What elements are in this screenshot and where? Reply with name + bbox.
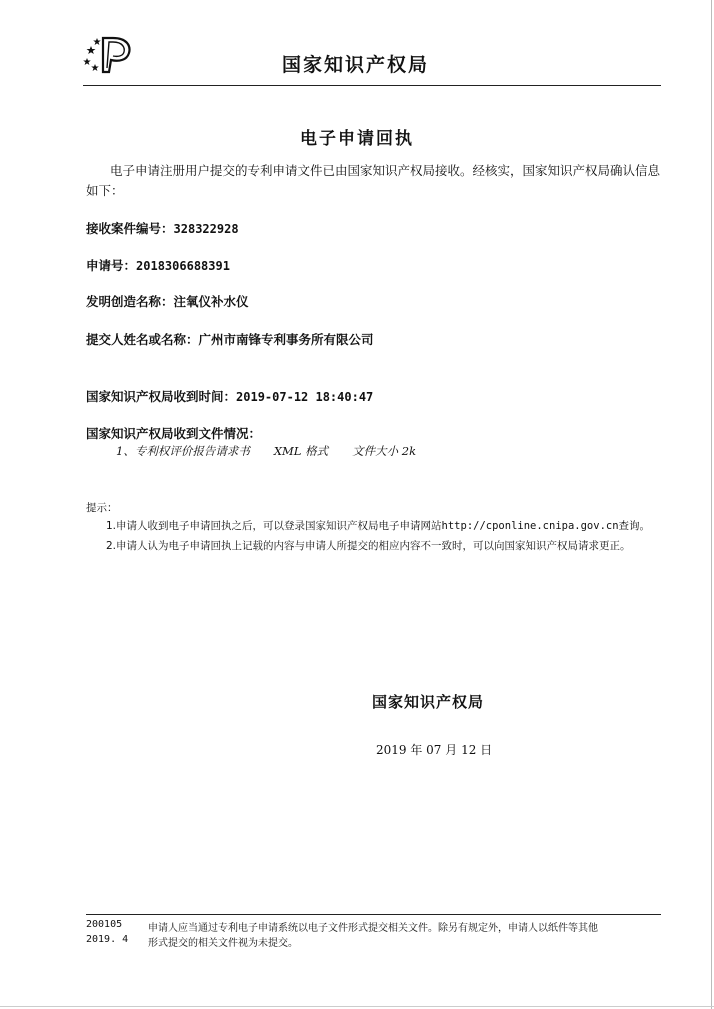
receipt-number-field (86, 219, 239, 237)
form-code: 200105 (86, 919, 123, 930)
received-files-heading: 国家知识产权局收到文件情况： (86, 426, 262, 441)
file-size: 文件大小 2k (352, 444, 417, 458)
received-time-value: 2019-07-12 18:40:47 (236, 390, 374, 404)
application-number-value: 2018306688391 (136, 259, 230, 273)
receipt-number-label: 接收案件编号： (86, 221, 174, 236)
tip-item (106, 538, 631, 553)
submitter-field (86, 330, 374, 348)
page-edge-right (711, 0, 712, 1009)
header-divider (83, 85, 661, 86)
form-version: 2019. 4 (86, 934, 129, 945)
file-name: 1、专利权评价报告请求书 (116, 444, 250, 458)
signature-date: 2019 年 07 月 12 日 (376, 743, 493, 757)
tips-label: 提示： (86, 502, 118, 514)
file-format: XML 格式 (273, 444, 329, 458)
tip-text-end: 查询。 (618, 520, 651, 532)
submitter-label: 提交人姓名或名称： (86, 332, 199, 347)
page-edge-bottom (0, 1006, 714, 1007)
footer-note-line2: 形式提交的相关文件视为未提交。 (148, 938, 298, 949)
tip-text: 1.申请人收到电子申请回执之后，可以登录国家知识产权局电子申请网站 (106, 520, 442, 532)
tip-item (106, 518, 650, 533)
received-time-field (86, 387, 373, 405)
cnipa-logo-icon (83, 34, 137, 74)
application-number-label: 申请号： (86, 258, 137, 273)
agency-name: 国家知识产权局 (282, 54, 430, 76)
tip-text: 2.申请人认为电子申请回执上记载的内容与申请人所提交的相应内容不一致时，可以向国家知识产权局请求更正。 (106, 540, 631, 552)
invention-name-label: 发明创造名称： (86, 294, 174, 309)
receipt-number-value: 328322928 (173, 222, 239, 236)
file-list-item (116, 443, 440, 459)
tip-link[interactable]: http://cponline.cnipa.gov.cn (441, 520, 619, 532)
signature-org: 国家知识产权局 (372, 693, 485, 711)
invention-name-field (86, 292, 249, 310)
page-title: 电子申请回执 (300, 129, 414, 149)
submitter-value: 广州市南锋专利事务所有限公司 (198, 332, 374, 347)
received-time-label: 国家知识产权局收到时间： (86, 389, 237, 404)
application-number-field (86, 256, 230, 274)
footer-divider (86, 914, 661, 915)
intro-paragraph: 电子申请注册用户提交的专利申请文件已由国家知识产权局接收。经核实，国家知识产权局确认信息如下： (86, 163, 661, 198)
footer-note-line1: 申请人应当通过专利电子申请系统以电子文件形式提交相关文件。除另有规定外，申请人以纸件等其他 (148, 923, 598, 934)
invention-name-value: 注氧仪补水仪 (173, 294, 249, 309)
